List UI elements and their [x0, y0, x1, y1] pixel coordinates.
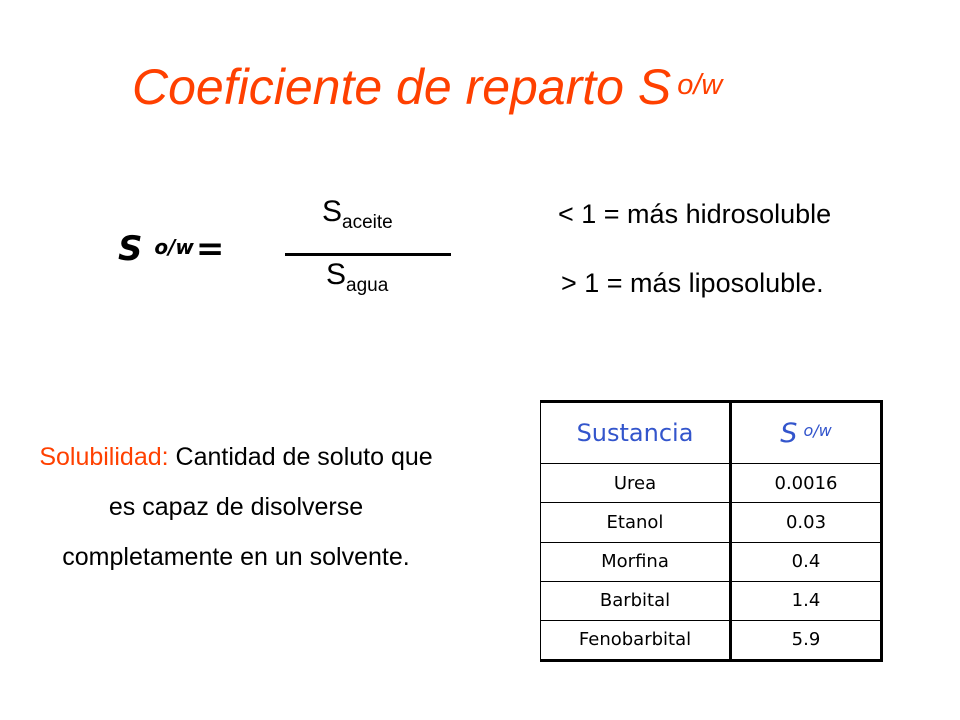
- slide-title-text: Coeficiente de reparto S: [132, 59, 672, 115]
- header-substance: Sustancia: [541, 402, 731, 464]
- denominator-symbol: S: [326, 258, 347, 291]
- substance-name: Fenobarbital: [541, 620, 731, 660]
- table-row: [541, 620, 882, 660]
- substance-name: Morfina: [541, 542, 731, 581]
- substance-name: Urea: [541, 464, 731, 503]
- definition-term: Solubilidad:: [39, 443, 169, 471]
- substance-name: Barbital: [541, 581, 731, 620]
- formula-lhs: [118, 229, 225, 269]
- substance-value: 0.03: [731, 503, 882, 542]
- table-row: [541, 503, 882, 542]
- slide-title-superscript: o/w: [677, 69, 723, 101]
- header-value-symbol: S: [780, 417, 798, 449]
- formula-lhs-symbol: S: [118, 229, 143, 269]
- substance-value: 1.4: [731, 581, 882, 620]
- header-value-superscript: o/w: [803, 420, 832, 440]
- substance-name: Etanol: [541, 503, 731, 542]
- table-header-row: [541, 402, 882, 464]
- table-row: [541, 581, 882, 620]
- substance-value: 0.4: [731, 542, 882, 581]
- formula-denominator: [326, 258, 389, 296]
- definition-text: Cantidad de soluto que es capaz de disolverse completamente en un solvente.: [62, 443, 433, 571]
- condition-hydrosoluble: < 1 = más hidrosoluble: [558, 199, 832, 229]
- substance-value: 5.9: [731, 620, 882, 660]
- numerator-symbol: S: [322, 195, 343, 228]
- header-value: [731, 402, 882, 464]
- partition-coefficient-table: [540, 400, 883, 662]
- slide-title: [132, 59, 723, 115]
- formula-equals: =: [195, 229, 225, 269]
- formula-lhs-superscript: o/w: [154, 235, 194, 259]
- condition-liposoluble: > 1 = más liposoluble.: [561, 268, 824, 298]
- numerator-subscript: aceite: [342, 212, 393, 233]
- denominator-subscript: agua: [346, 275, 389, 296]
- solubility-definition: [38, 432, 434, 582]
- fraction-bar: [285, 253, 451, 256]
- substance-value: 0.0016: [731, 464, 882, 503]
- table-row: [541, 464, 882, 503]
- table-row: [541, 542, 882, 581]
- formula-numerator: [322, 195, 393, 233]
